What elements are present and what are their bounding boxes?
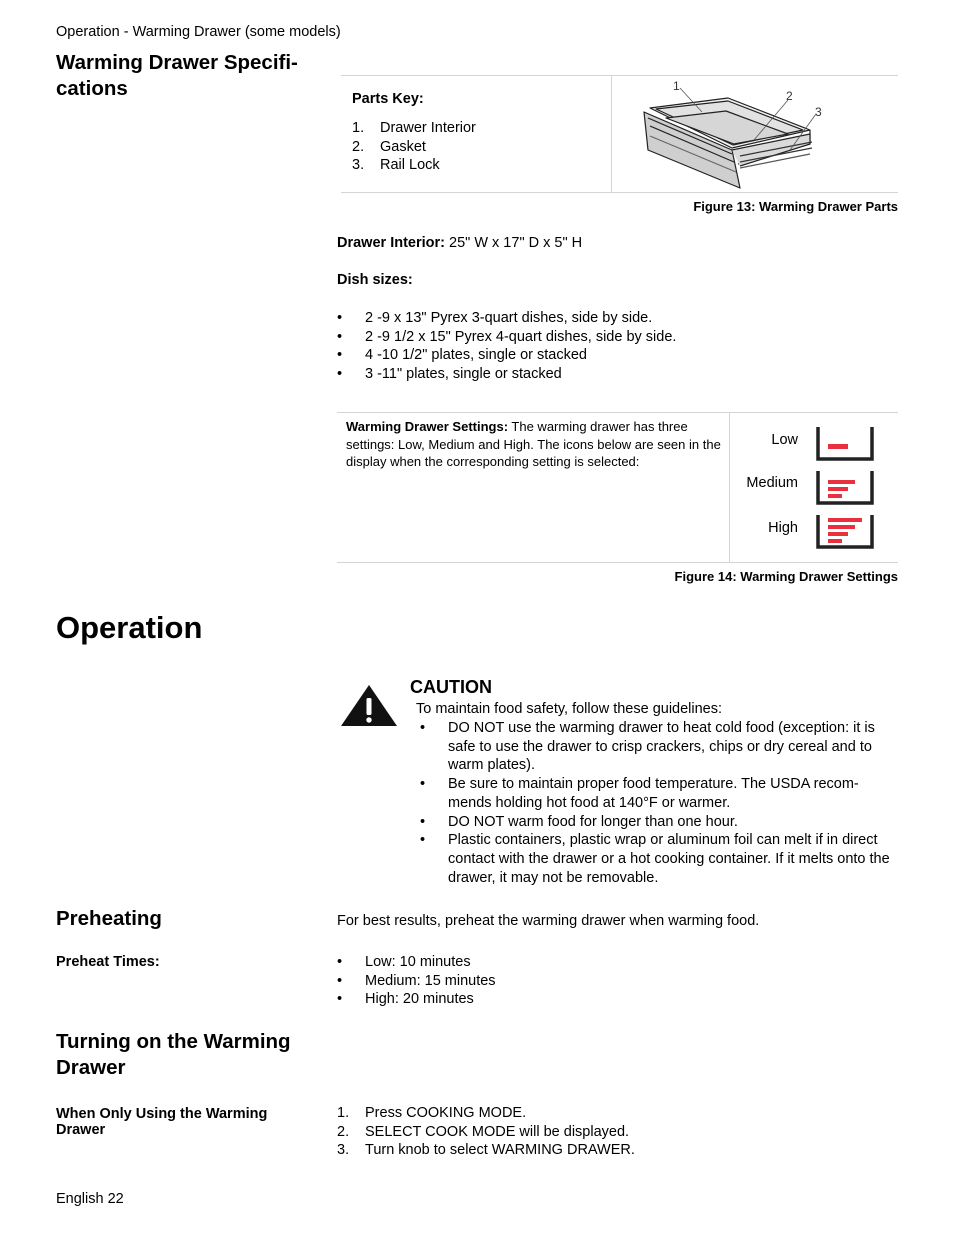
settings-bottom-rule <box>337 562 898 563</box>
list-item: • 2 -9 x 13" Pyrex 3-quart dishes, side by side. <box>337 309 877 328</box>
list-item: 3. Rail Lock <box>352 157 440 174</box>
list-item: • Plastic containers, plastic wrap or aluminum foil can melt if in direct contact with the drawer or a hot cooking container. If it melts onto the drawer, it may not be removable. <box>420 831 898 887</box>
list-item: • Low: 10 minutes <box>337 953 737 972</box>
settings-description: Warming Drawer Settings: The warming drawer has three settings: Low, Medium and High. The icons below are seen in the display when the corresponding setting is selected: <box>346 419 721 469</box>
caution-intro: To maintain food safety, follow these guidelines: <box>416 701 723 717</box>
list-item: • High: 20 minutes <box>337 990 737 1009</box>
preheating-heading: Preheating <box>56 907 162 930</box>
figure-14-caption: Figure 14: Warming Drawer Settings <box>674 569 898 584</box>
list-item: • DO NOT use the warming drawer to heat cold food (exception: it is safe to use the drawer to crisp crackers, chips or dry cereal and to warm plates). <box>420 719 898 775</box>
table-top-rule <box>341 75 898 76</box>
list-item: • Medium: 15 minutes <box>337 972 737 991</box>
level-label-medium: Medium <box>746 475 798 491</box>
page-footer: English 22 <box>56 1191 124 1207</box>
settings-top-rule <box>337 412 898 413</box>
warning-triangle-icon <box>340 684 398 733</box>
list-item: 2. Gasket <box>352 138 426 155</box>
figure-13-caption: Figure 13: Warming Drawer Parts <box>693 199 898 214</box>
only-warming-drawer-subheading: When Only Using the Warming Drawer <box>56 1106 268 1138</box>
list-item: 2. SELECT COOK MODE will be displayed. <box>337 1123 630 1140</box>
preheat-times-label: Preheat Times: <box>56 954 160 970</box>
parts-list <box>352 119 602 175</box>
list-item: 3. Turn knob to select WARMING DRAWER. <box>337 1142 635 1159</box>
list-item: 1. Drawer Interior <box>352 120 476 136</box>
list-item: • Be sure to maintain proper food temperature. The USDA recom-mends holding hot food at 140°F or warmer. <box>420 775 898 812</box>
dish-sizes-label: Dish sizes: <box>337 272 413 288</box>
running-header: Operation - Warming Drawer (some models) <box>56 24 341 40</box>
turning-on-steps <box>337 1104 837 1160</box>
high-setting-icon <box>815 514 875 555</box>
callout-3: 3 <box>815 105 822 119</box>
caution-list <box>420 719 898 887</box>
parts-key-label: Parts Key: <box>352 91 424 107</box>
turning-on-heading: Turning on the Warming Drawer <box>56 1030 291 1079</box>
preheat-times-list <box>337 953 737 1009</box>
table-divider <box>611 76 612 193</box>
warming-drawer-illustration <box>620 78 895 190</box>
list-item: • 2 -9 1/2 x 15" Pyrex 4-quart dishes, side by side. <box>337 328 877 347</box>
medium-setting-icon <box>815 470 875 511</box>
list-item: 1. Press COOKING MODE. <box>337 1105 527 1121</box>
table-bottom-rule <box>341 192 898 193</box>
operation-title: Operation <box>56 610 203 645</box>
caution-title: CAUTION <box>410 677 492 697</box>
callout-2: 2 <box>786 89 793 103</box>
low-setting-icon <box>815 426 875 467</box>
list-item: • 3 -11" plates, single or stacked <box>337 365 877 384</box>
section-heading-specifications: Warming Drawer Specifi- cations <box>56 51 298 100</box>
level-label-high: High <box>768 520 798 536</box>
dish-sizes-list <box>337 309 877 384</box>
callout-1: 1 <box>673 79 680 93</box>
drawer-interior-spec: Drawer Interior: 25" W x 17" D x 5" H <box>337 235 583 251</box>
list-item: • DO NOT warm food for longer than one hour. <box>420 813 898 832</box>
preheating-intro: For best results, preheat the warming drawer when warming food. <box>337 913 760 929</box>
level-label-low: Low <box>771 432 798 448</box>
list-item: • 4 -10 1/2" plates, single or stacked <box>337 346 877 365</box>
